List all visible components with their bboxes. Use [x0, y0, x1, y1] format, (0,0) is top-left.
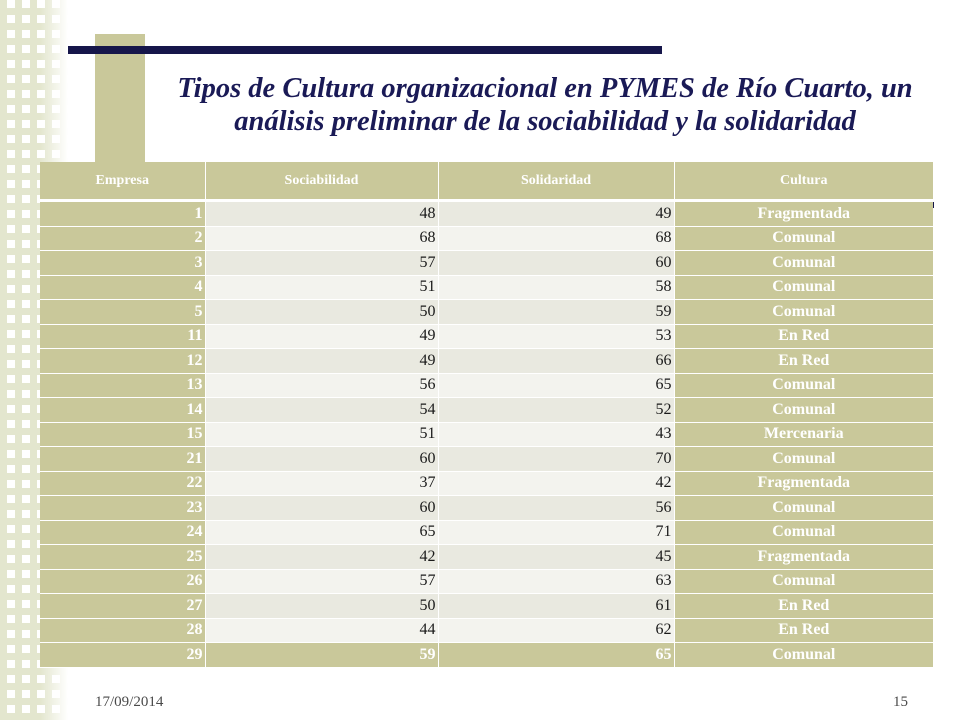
cell-empresa: 25 [40, 545, 205, 570]
cell-sociabilidad: 56 [205, 373, 438, 398]
cell-empresa: 12 [40, 349, 205, 374]
cell-cultura: Comunal [674, 447, 933, 472]
cell-cultura: Fragmentada [674, 471, 933, 496]
cell-empresa: 21 [40, 447, 205, 472]
cell-empresa: 11 [40, 324, 205, 349]
cell-sociabilidad: 37 [205, 471, 438, 496]
cell-cultura: Comunal [674, 251, 933, 276]
decorative-top-rule [68, 46, 662, 54]
cell-sociabilidad: 51 [205, 275, 438, 300]
data-table-container [40, 162, 933, 668]
cell-sociabilidad: 65 [205, 520, 438, 545]
cell-solidaridad: 45 [438, 545, 674, 570]
cell-empresa: 1 [40, 201, 205, 227]
cell-cultura: En Red [674, 594, 933, 619]
cell-cultura: Comunal [674, 373, 933, 398]
cell-solidaridad: 53 [438, 324, 674, 349]
cell-cultura: Comunal [674, 275, 933, 300]
cell-solidaridad: 63 [438, 569, 674, 594]
cell-sociabilidad: 49 [205, 349, 438, 374]
cell-cultura: Comunal [674, 569, 933, 594]
culture-data-table [40, 162, 933, 668]
cell-solidaridad: 59 [438, 300, 674, 325]
table-row [40, 447, 933, 472]
cell-sociabilidad: 42 [205, 545, 438, 570]
header-sociabilidad: Sociabilidad [205, 162, 438, 201]
cell-cultura: Comunal [674, 398, 933, 423]
cell-empresa: 13 [40, 373, 205, 398]
slide-title: Tipos de Cultura organizacional en PYMES de Río Cuarto, un análisis preliminar de la sociabilidad y la solidaridad [177, 73, 913, 137]
cell-solidaridad: 58 [438, 275, 674, 300]
cell-empresa: 23 [40, 496, 205, 521]
table-row [40, 251, 933, 276]
table-body [40, 201, 933, 668]
table-row [40, 373, 933, 398]
cell-empresa: 27 [40, 594, 205, 619]
cell-cultura: Comunal [674, 496, 933, 521]
cell-solidaridad: 61 [438, 594, 674, 619]
table-row [40, 226, 933, 251]
cell-cultura: En Red [674, 618, 933, 643]
table-row [40, 471, 933, 496]
table-row [40, 520, 933, 545]
header-solidaridad: Solidaridad [438, 162, 674, 201]
cell-solidaridad: 62 [438, 618, 674, 643]
footer-page-number: 15 [893, 694, 908, 710]
cell-empresa: 22 [40, 471, 205, 496]
cell-empresa: 2 [40, 226, 205, 251]
cell-empresa: 15 [40, 422, 205, 447]
cell-sociabilidad: 57 [205, 569, 438, 594]
cell-sociabilidad: 49 [205, 324, 438, 349]
cell-solidaridad: 42 [438, 471, 674, 496]
cell-solidaridad: 43 [438, 422, 674, 447]
cell-solidaridad: 65 [438, 373, 674, 398]
table-row [40, 422, 933, 447]
table-row [40, 398, 933, 423]
cell-empresa: 5 [40, 300, 205, 325]
cell-empresa: 26 [40, 569, 205, 594]
cell-solidaridad: 60 [438, 251, 674, 276]
cell-cultura: Mercenaria [674, 422, 933, 447]
cell-solidaridad: 56 [438, 496, 674, 521]
cell-sociabilidad: 60 [205, 447, 438, 472]
cell-cultura: Comunal [674, 643, 933, 668]
cell-sociabilidad: 59 [205, 643, 438, 668]
footer-date: 17/09/2014 [95, 694, 164, 710]
cell-sociabilidad: 50 [205, 300, 438, 325]
table-row [40, 324, 933, 349]
cell-sociabilidad: 44 [205, 618, 438, 643]
header-empresa: Empresa [40, 162, 205, 201]
cell-cultura: Fragmentada [674, 201, 933, 227]
cell-empresa: 3 [40, 251, 205, 276]
cell-cultura: En Red [674, 324, 933, 349]
table-row [40, 300, 933, 325]
table-row [40, 569, 933, 594]
cell-sociabilidad: 68 [205, 226, 438, 251]
cell-empresa: 29 [40, 643, 205, 668]
cell-empresa: 28 [40, 618, 205, 643]
cell-empresa: 4 [40, 275, 205, 300]
cell-solidaridad: 71 [438, 520, 674, 545]
cell-sociabilidad: 57 [205, 251, 438, 276]
cell-cultura: En Red [674, 349, 933, 374]
table-header-row [40, 162, 933, 201]
table-row [40, 643, 933, 668]
cell-sociabilidad: 60 [205, 496, 438, 521]
table-row [40, 496, 933, 521]
cell-solidaridad: 65 [438, 643, 674, 668]
cell-sociabilidad: 54 [205, 398, 438, 423]
cell-cultura: Comunal [674, 520, 933, 545]
cell-cultura: Comunal [674, 226, 933, 251]
cell-empresa: 24 [40, 520, 205, 545]
cell-cultura: Fragmentada [674, 545, 933, 570]
table-row [40, 349, 933, 374]
cell-solidaridad: 49 [438, 201, 674, 227]
table-row [40, 275, 933, 300]
cell-solidaridad: 52 [438, 398, 674, 423]
cell-sociabilidad: 50 [205, 594, 438, 619]
table-row [40, 201, 933, 227]
table-row [40, 545, 933, 570]
cell-solidaridad: 70 [438, 447, 674, 472]
header-cultura: Cultura [674, 162, 933, 201]
cell-sociabilidad: 48 [205, 201, 438, 227]
cell-cultura: Comunal [674, 300, 933, 325]
table-row [40, 618, 933, 643]
cell-solidaridad: 68 [438, 226, 674, 251]
cell-empresa: 14 [40, 398, 205, 423]
table-row [40, 594, 933, 619]
cell-solidaridad: 66 [438, 349, 674, 374]
cell-sociabilidad: 51 [205, 422, 438, 447]
